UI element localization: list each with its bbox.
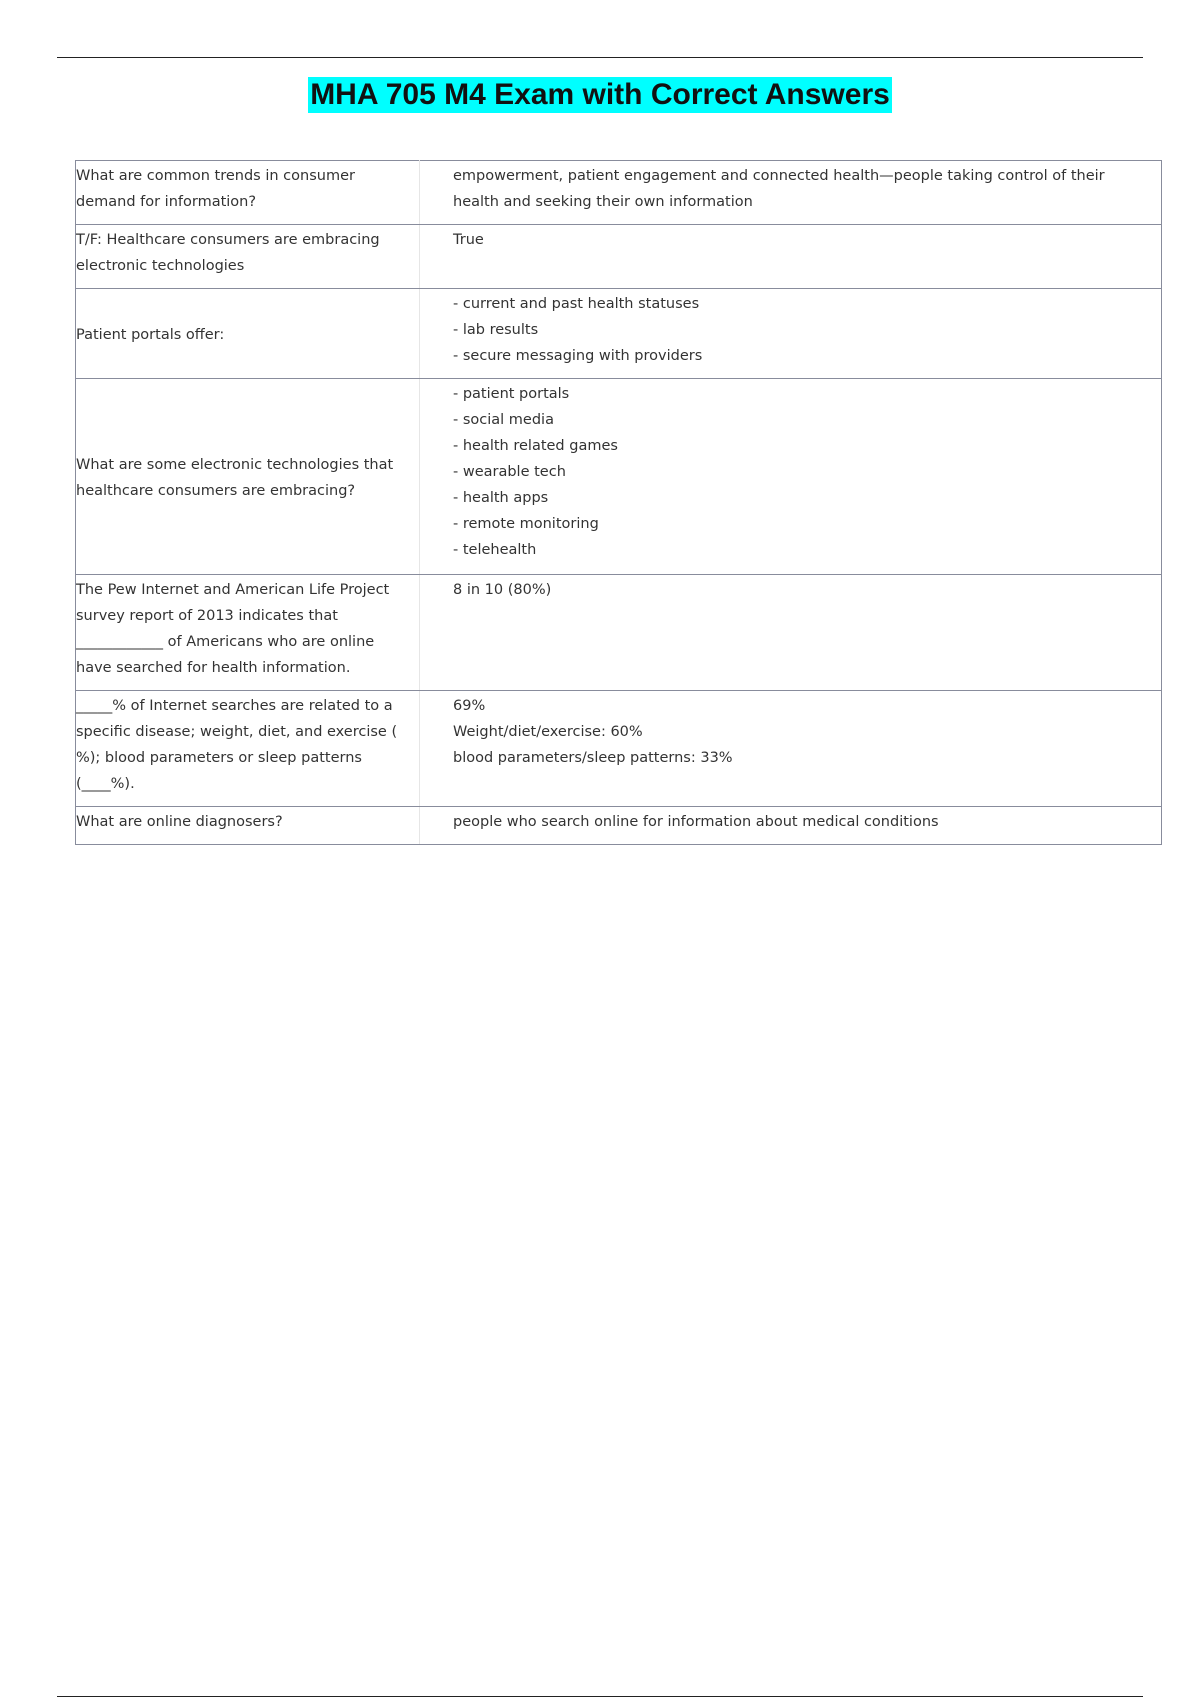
answer-cell (420, 161, 1162, 225)
answer-cell (420, 225, 1162, 289)
answer-line: 8 in 10 (80%) (453, 582, 552, 598)
question-cell: What are online diagnosers? (76, 807, 420, 845)
answer-line: - health related games (453, 438, 618, 454)
answer-line: - secure messaging with providers (453, 348, 703, 364)
answer-line: - wearable tech (453, 464, 566, 480)
answer-line: - current and past health statuses (453, 296, 700, 312)
top-rule (57, 57, 1143, 58)
answer-line: - telehealth (453, 542, 537, 558)
table-row (76, 807, 1162, 845)
answer-line: people who search online for information about medical conditions (453, 814, 939, 830)
answer-line: 69% (453, 698, 486, 714)
qa-table (75, 160, 1162, 845)
table-row (76, 379, 1162, 575)
question-cell: T/F: Healthcare consumers are embracing electronic technologies (76, 225, 420, 289)
answer-line: - remote monitoring (453, 516, 599, 532)
answer-line: - patient portals (453, 386, 570, 402)
title-container (0, 77, 1200, 113)
answer-cell (420, 289, 1162, 379)
answer-line: empowerment, patient engagement and connected health—people taking control of their health and seeking their own information (453, 168, 1105, 210)
answer-cell (420, 691, 1162, 807)
answer-line: - lab results (453, 322, 539, 338)
answer-line: - health apps (453, 490, 549, 506)
answer-cell (420, 807, 1162, 845)
question-cell: What are some electronic technologies that healthcare consumers are embracing? (76, 379, 420, 575)
answer-line: - social media (453, 412, 554, 428)
table-row (76, 161, 1162, 225)
bottom-rule (57, 1696, 1143, 1697)
question-cell: What are common trends in consumer demand for information? (76, 161, 420, 225)
table-row (76, 225, 1162, 289)
table-row (76, 575, 1162, 691)
question-cell: _____% of Internet searches are related to a specific disease; weight, diet, and exercise ( %); blood parameters or sleep patterns (____%). (76, 691, 420, 807)
answer-line: blood parameters/sleep patterns: 33% (453, 750, 733, 766)
question-cell: The Pew Internet and American Life Project survey report of 2013 indicates that ____________ of Americans who are online have searched for health information. (76, 575, 420, 691)
question-cell: Patient portals offer: (76, 289, 420, 379)
answer-line: Weight/diet/exercise: 60% (453, 724, 643, 740)
answer-line: True (453, 232, 484, 248)
table-row (76, 289, 1162, 379)
document-title: MHA 705 M4 Exam with Correct Answers (310, 78, 890, 111)
answer-cell (420, 575, 1162, 691)
table-row (76, 691, 1162, 807)
answer-cell (420, 379, 1162, 575)
